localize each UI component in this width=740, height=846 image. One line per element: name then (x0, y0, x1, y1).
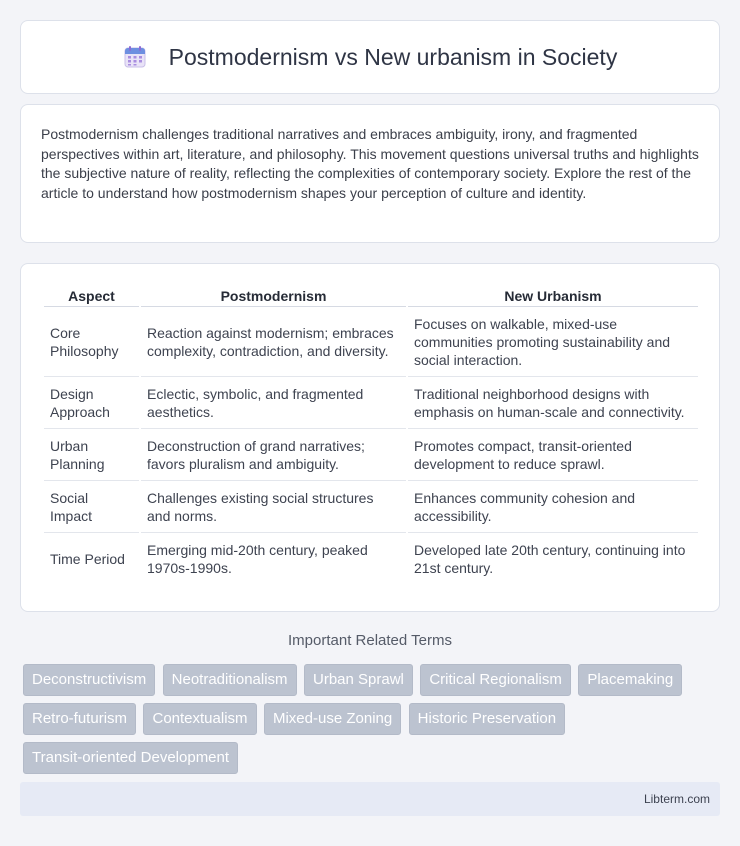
tag-urban-sprawl[interactable]: Urban Sprawl (304, 664, 413, 696)
table-row (44, 377, 698, 429)
tag-historic-preservation[interactable]: Historic Preservation (409, 703, 565, 735)
tag-contextualism[interactable]: Contextualism (143, 703, 256, 735)
cell-postmodernism: Reaction against modernism; embraces complexity, contradiction, and diversity. (141, 307, 406, 377)
cell-aspect: Design Approach (44, 377, 139, 429)
comparison-table-card (20, 263, 720, 612)
related-terms-title: Important Related Terms (288, 632, 452, 649)
cell-aspect: Social Impact (44, 481, 139, 533)
cell-postmodernism: Eclectic, symbolic, and fragmented aesthetics. (141, 377, 406, 429)
cell-postmodernism: Emerging mid-20th century, peaked 1970s-1990s. (147, 542, 368, 576)
intro-text: Postmodernism challenges traditional narratives and embraces ambiguity, irony, and fragmented perspectives within art, literature, and philosophy. This movement questions universal truths and highlights the subjective nature of reality, reflecting the complexities of contemporary society. Explore the rest of the article to understand how postmodernism shapes your perception of culture and identity. (41, 126, 699, 201)
tag-retro-futurism[interactable]: Retro-futurism (23, 703, 136, 735)
tag-placemaking[interactable]: Placemaking (578, 664, 682, 696)
cell-aspect: Urban Planning (44, 429, 139, 481)
calendar-icon (123, 45, 147, 69)
footer-link[interactable]: Libterm.com (643, 792, 710, 806)
table-row (44, 307, 698, 377)
header-new-urbanism: New Urbanism (408, 282, 698, 307)
cell-new-urbanism: Promotes compact, transit-oriented development to reduce sprawl. (408, 429, 698, 481)
cell-postmodernism: Challenges existing social structures and norms. (141, 481, 406, 533)
intro-card (20, 104, 720, 243)
cell-aspect: Time Period (50, 551, 125, 567)
title-wrap (123, 44, 618, 71)
tag-neotraditionalism[interactable]: Neotraditionalism (163, 664, 297, 696)
related-terms-list (23, 664, 723, 781)
header-aspect: Aspect (44, 282, 139, 307)
table-row (44, 429, 698, 481)
cell-new-urbanism: Enhances community cohesion and accessibility. (408, 481, 698, 533)
tag-deconstructivism[interactable]: Deconstructivism (23, 664, 155, 696)
page-title: Postmodernism vs New urbanism in Society (168, 43, 618, 70)
footer (20, 782, 720, 816)
cell-new-urbanism: Focuses on walkable, mixed-use communities promoting sustainability and social interaction. (408, 307, 698, 377)
table-row (44, 533, 698, 584)
cell-new-urbanism: Developed late 20th century, continuing into 21st century. (414, 542, 686, 576)
table-row (44, 481, 698, 533)
comparison-table (42, 282, 700, 584)
tag-mixed-use-zoning[interactable]: Mixed-use Zoning (264, 703, 401, 735)
header-card (20, 20, 720, 94)
cell-postmodernism: Deconstruction of grand narratives; favors pluralism and ambiguity. (141, 429, 406, 481)
cell-new-urbanism: Traditional neighborhood designs with emphasis on human-scale and connectivity. (408, 377, 698, 429)
tag-critical-regionalism[interactable]: Critical Regionalism (420, 664, 571, 696)
header-postmodernism: Postmodernism (141, 282, 406, 307)
table-header-row (44, 282, 698, 307)
tag-transit-oriented-development[interactable]: Transit-oriented Development (23, 742, 238, 774)
cell-aspect: Core Philosophy (44, 307, 139, 377)
